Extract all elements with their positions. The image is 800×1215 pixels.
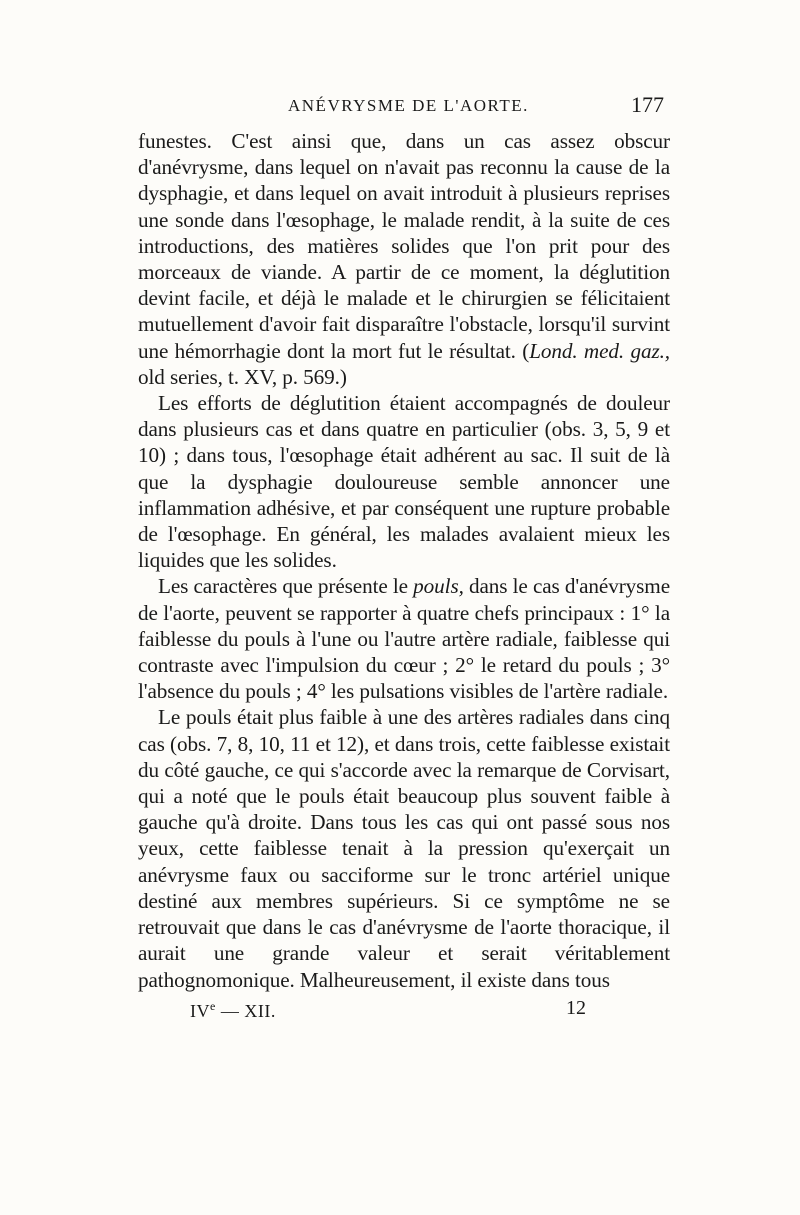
signature-roman: IV <box>190 1000 210 1021</box>
book-page <box>138 92 670 1029</box>
paragraph-text: Les caractères que présente le <box>158 574 414 599</box>
paragraph-faiblesse <box>138 704 670 992</box>
gathering-number: 12 <box>566 996 586 1019</box>
paragraph-text: Le pouls était plus faible à une des artères radiales dans cinq cas (obs. 7, 8, 10, 11 et 12), et dans trois, cette faiblesse existait du côté gauche, ce qui s'accorde avec la remarque de Corvisart, qui a noté que le pouls était beaucoup plus souvent faible à gauche qu'à droite. Dans tous les cas qui ont passé sous nos yeux, cette faiblesse tenait à la pression qu'exerçait un anévrysme faux ou sacciforme sur le tronc artériel unique destiné aux membres supérieurs. Si ce symptôme ne se retrouvait que dans le cas d'anévrysme de l'aorte thoracique, il aurait une grande valeur et serait véritablement pathognomonique. Malheureusement, il existe dans tous <box>138 705 670 992</box>
paragraph-pouls <box>138 573 670 704</box>
running-head <box>138 92 670 128</box>
running-title: ANÉVRYSME DE L'AORTE. <box>288 96 529 115</box>
paragraph-continued <box>138 128 670 390</box>
paragraph-deglutition <box>138 390 670 573</box>
page-number: 177 <box>631 92 664 117</box>
paragraph-text: old series, t. XV, p. 569.) <box>138 364 347 389</box>
paragraph-text: funestes. C'est ainsi que, dans un cas assez obscur d'anévrysme, dans lequel on n'avait pas reconnu la cause de la dysphagie, et dans lequel on avait introduit à plusieurs reprises une sonde dans l'œsophage, le malade rendit, à la suite de ces introductions, des matières solides que l'on prit pour des morceaux de viande. A partir de ce moment, la déglutition devint facile, et déjà le malade et le chirurgien se félicitaient mutuellement d'avoir fait disparaître l'obstacle, lorsqu'il survint une hémorrhagie dont la mort fut le résultat. ( <box>138 129 670 363</box>
paragraph-text: dans le cas d'anévrysme de l'aorte, peuvent se rapporter à quatre chefs principaux : 1° la faiblesse du pouls à l'une ou l'autre artère radiale, faiblesse qui contraste avec l'impulsion du cœur ; 2° le retard du pouls ; 3° l'absence du pouls ; 4° les pulsations visibles de l'artère radiale. <box>138 574 670 704</box>
signature-rest: — XII. <box>215 1000 276 1021</box>
term-italic: pouls, <box>413 574 464 599</box>
citation-italic: Lond. med. gaz., <box>529 338 670 363</box>
signature-sup: e <box>210 998 216 1013</box>
signature-mark <box>190 999 276 1022</box>
paragraph-text: Les efforts de déglutition étaient accompagnés de douleur dans plusieurs cas et dans quatre en particulier (obs. 3, 5, 9 et 10) ; dans tous, l'œsophage était adhérent au sac. Il suit de là que la dysphagie douloureuse semble annoncer une inflammation adhésive, et par conséquent une rupture probable de l'œsophage. En général, les malades avalaient mieux les liquides que les solides. <box>138 391 670 573</box>
body-text <box>138 128 670 993</box>
page-footer <box>138 996 670 1029</box>
